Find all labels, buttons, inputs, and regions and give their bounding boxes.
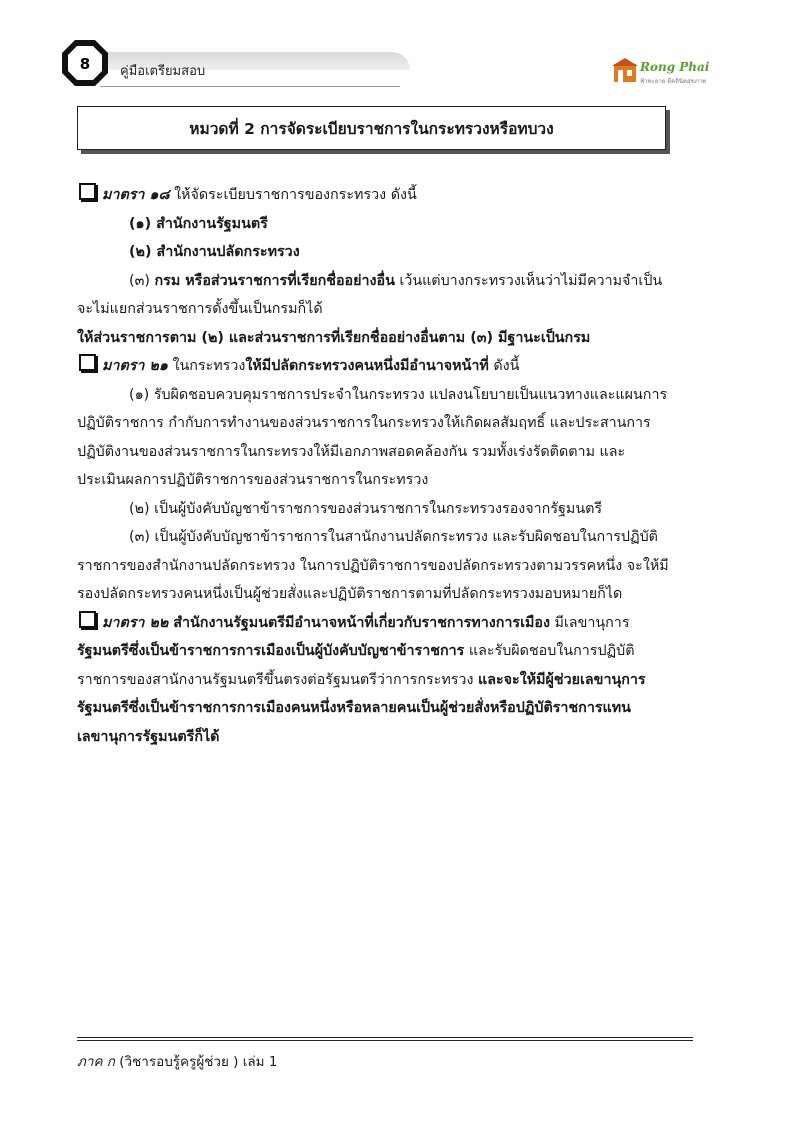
section-22-line-3: [77, 666, 693, 695]
section-21-item-1-line-4: ประเมินผลการปฏิบัติราชการของส่วนราชการในกระทรวง: [77, 472, 429, 488]
logo-subtext: ฟ้าทะลาย ดีคลินิคสุขภาพ: [640, 78, 707, 85]
section-text: ให้จัดระเบียบราชการของกระทรวง ดังนี้: [169, 187, 417, 203]
page-header: [60, 38, 710, 88]
footer-subject: (วิชารอบรู้ครูผู้ช่วย ) เล่ม 1: [114, 1054, 278, 1070]
section-text: ในกระทรวง: [167, 358, 246, 374]
item-text: (๒) สำนักงานปลัดกระทรวง: [129, 244, 300, 260]
section-18-item-1: [77, 210, 693, 239]
header-divider: [100, 86, 400, 87]
section-22-heading: [77, 609, 693, 638]
chapter-title: หมวดที่ 2 การจัดระเบียบราชการในกระทรวงหรือทบวง: [189, 119, 554, 138]
line-text: และรับผิดชอบในการปฏิบัติ: [464, 643, 635, 659]
line-bold-text: รัฐมนตรีซึ่งเป็นข้าราชการการเมืองเป็นผู้บังคับบัญชาข้าราชการ: [77, 643, 465, 659]
section-22-line-2: [77, 637, 693, 666]
section-22-line-5: เลขานุการรัฐมนตรีก็ได้: [77, 728, 220, 745]
checkbox-icon: [79, 354, 96, 371]
section-21-item-3-line-2: ราชการของสำนักงานปลัดกระทรวง ในการปฏิบัติราชการของปลัดกระทรวงตามวรรคหนึ่ง จะให้มี: [77, 557, 669, 574]
item-bold-text: กรม หรือส่วนราชการที่เรียกชื่ออย่างอื่น: [154, 272, 395, 289]
item-text: เว้นแต่บางกระทรวงเห็นว่าไม่มีความจำเป็น: [394, 272, 663, 289]
item-prefix: (๓): [129, 272, 155, 289]
section-18-item-2: [77, 238, 693, 267]
footer-divider: [77, 1037, 693, 1038]
section-bold-text: สำนักงานรัฐมนตรีมีอำนาจหน้าที่เกี่ยวกับราชการทางการเมือง: [168, 614, 550, 631]
section-21-item-1-line-1: (๑) รับผิดชอบควบคุมราชการประจำในกระทรวง แปลงนโยบายเป็นแนวทางและแผนการ: [129, 386, 668, 403]
chapter-title-box: [77, 106, 666, 150]
section-18-closing: ให้ส่วนราชการตาม (๒) และส่วนราชการที่เรียกชื่ออย่างอื่นตาม (๓) มีฐานะเป็นกรม: [77, 329, 591, 346]
footer-divider-thin: [77, 1040, 693, 1041]
checkbox-icon: [79, 183, 96, 200]
line-bold-text: และจะให้มีผู้ช่วยเลขานุการ: [478, 671, 646, 688]
section-label: มาตรา ๒๑: [102, 358, 168, 374]
section-21-item-2: (๒) เป็นผู้บังคับบัญชาข้าราชการของส่วนราชการในกระทรวงรองจากรัฐมนตรี: [129, 500, 603, 517]
header-title: คู่มือเตรียมสอบ: [120, 64, 206, 79]
section-label: มาตรา ๑๘: [102, 187, 170, 203]
logo-icon: [612, 58, 638, 84]
section-bold-text: ให้มีปลัดกระทรวงคนหนึ่งมีอำนาจหน้าที่: [245, 358, 489, 374]
document-body: [77, 181, 693, 751]
section-text: มีเลขานุการ: [549, 614, 630, 631]
section-21-item-1-line-2: ปฏิบัติราชการ กำกับการทำงานของส่วนราชการในกระทรวงให้เกิดผลสัมฤทธิ์ และประสานการ: [77, 415, 651, 431]
section-text: ดังนี้: [488, 358, 520, 374]
line-text: ราชการของสานักงานรัฐมนตรีขึ้นตรงต่อรัฐมนตรีว่าการกระทรวง: [77, 671, 478, 688]
item-text: (๑) สำนักงานรัฐมนตรี: [129, 215, 268, 232]
logo-text: Rong Phai: [640, 60, 710, 74]
section-21-heading: [77, 352, 693, 381]
rong-phai-logo: [610, 54, 710, 88]
page-footer: [77, 1050, 277, 1072]
section-21-item-3-line-1: (๓) เป็นผู้บังคับบัญชาข้าราชการในสานักงานปลัดกระทรวง และรับผิดชอบในการปฏิบัติ: [129, 529, 658, 545]
footer-part: ภาค ก: [77, 1054, 115, 1070]
page-number: 8: [79, 55, 91, 73]
section-21-item-3-line-3: รองปลัดกระทรวงคนหนึ่งเป็นผู้ช่วยสั่งและปฏิบัติราชการตามที่ปลัดกระทรวงมอบหมายก็ได: [77, 586, 623, 602]
section-label: มาตรา ๒๒: [102, 614, 169, 631]
checkbox-icon: [79, 611, 96, 628]
page-number-badge: [60, 38, 110, 88]
section-22-line-4: รัฐมนตรีซึ่งเป็นข้าราชการการเมืองคนหนึ่งหรือหลายคนเป็นผู้ช่วยสั่งหรือปฏิบัติราชการแทน: [77, 700, 631, 716]
section-21-item-1-line-3: ปฏิบัติงานของส่วนราชการในกระทรวงให้มีเอกภาพสอดคล้องกัน รวมทั้งเร่งรัดติดตาม และ: [77, 443, 626, 460]
section-18-heading: [77, 181, 693, 210]
section-18-item-3-cont: จะไม่แยกส่วนราชการดั้งขึ้นเป็นกรมก็ได้: [77, 301, 323, 317]
section-18-item-3: [77, 267, 693, 296]
